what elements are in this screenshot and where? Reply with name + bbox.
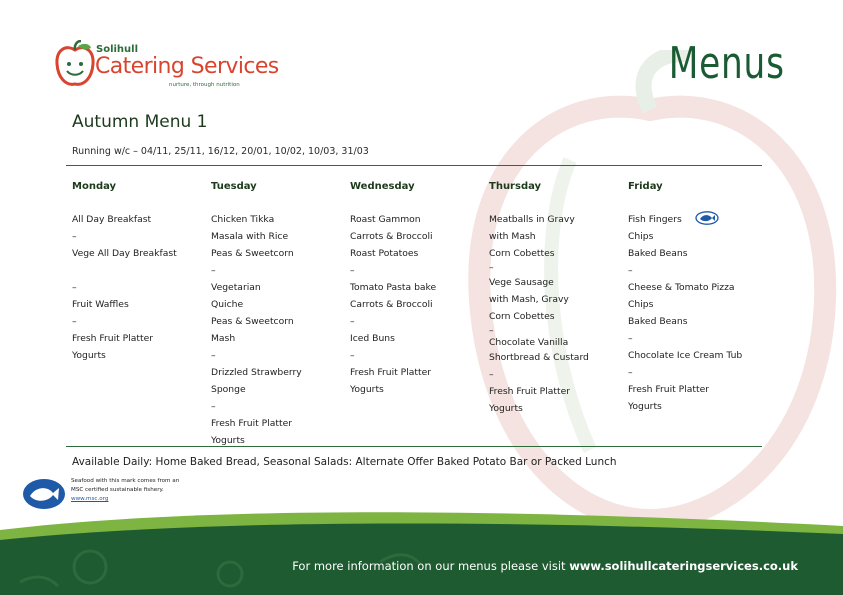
day-heading: Monday [72, 181, 117, 192]
menu-item: – [628, 265, 633, 276]
msc-fish-icon [695, 211, 719, 225]
menu-item: – [350, 265, 355, 276]
menu-item: Vege Sausage [489, 277, 554, 288]
menu-item: – [628, 367, 633, 378]
menu-item: Yogurts [628, 401, 662, 412]
menu-item: Meatballs in Gravy [489, 214, 575, 225]
menu-item: Fresh Fruit Platter [72, 333, 154, 344]
menu-item: Fresh Fruit Platter [489, 386, 571, 397]
menu-item: Yogurts [489, 403, 523, 414]
menu-item: Chocolate Vanilla [489, 337, 569, 348]
menu-item: – [489, 369, 494, 380]
menu-item: Vegetarian [211, 282, 261, 293]
menu-item: Yogurts [350, 384, 384, 395]
footer-message: For more information on our menus please visit [292, 559, 570, 573]
day-heading: Friday [628, 181, 663, 192]
menu-item: Fresh Fruit Platter [211, 418, 293, 429]
menu-item: Peas & Sweetcorn [211, 248, 294, 259]
menu-item: Sponge [211, 384, 246, 395]
menu-item: – [211, 265, 216, 276]
menu-item: Chips [628, 299, 654, 310]
menu-item: Fruit Waffles [72, 299, 129, 310]
menu-item: – [489, 325, 494, 336]
company-logo [54, 40, 279, 92]
menu-item: Chocolate Ice Cream Tub [628, 350, 743, 361]
menu-item: Yogurts [72, 350, 106, 361]
menu-item: Cheese & Tomato Pizza [628, 282, 735, 293]
menu-item: Roast Gammon [350, 214, 421, 225]
day-heading: Wednesday [350, 181, 415, 192]
menus-heading: Menus [668, 38, 785, 89]
menu-title: Autumn Menu 1 [72, 112, 208, 132]
msc-note [71, 477, 181, 504]
top-divider [66, 165, 762, 166]
available-daily: Available Daily: Home Baked Bread, Seasonal Salads: Alternate Offer Baked Potato Bar or Packed Lunch [72, 456, 617, 468]
apple-logo-icon [54, 40, 96, 88]
menu-item: Masala with Rice [211, 231, 289, 242]
menu-item: Drizzled Strawberry [211, 367, 302, 378]
menu-item: – [628, 333, 633, 344]
menu-item: Quiche [211, 299, 244, 310]
bottom-divider [66, 446, 762, 447]
menu-item: Shortbread & Custard [489, 352, 589, 363]
menu-item [72, 262, 210, 279]
day-column-thursday [489, 181, 627, 417]
day-heading: Tuesday [211, 181, 257, 192]
day-column-monday [72, 181, 210, 364]
menu-item: Fish Fingers [628, 214, 682, 225]
menu-item: – [489, 262, 494, 273]
menu-item: – [211, 350, 216, 361]
menu-item: Baked Beans [628, 248, 688, 259]
menu-item: – [72, 231, 77, 242]
menu-item: Peas & Sweetcorn [211, 316, 294, 327]
menu-item: – [211, 401, 216, 412]
msc-link[interactable]: www.msc.org [71, 496, 109, 502]
menu-item: – [350, 316, 355, 327]
menu-item: Iced Buns [350, 333, 395, 344]
menu-item: Yogurts [211, 435, 245, 446]
menu-item: Fresh Fruit Platter [350, 367, 432, 378]
logo-line2: Catering Services [95, 54, 279, 79]
menu-item: Carrots & Broccoli [350, 231, 433, 242]
logo-line1: Solihull [96, 44, 139, 55]
footer-band [0, 512, 843, 595]
menu-item: Vege All Day Breakfast [72, 248, 177, 259]
menu-item: with Mash, Gravy [489, 294, 569, 305]
running-dates: Running w/c – 04/11, 25/11, 16/12, 20/01, 10/02, 10/03, 31/03 [72, 146, 369, 157]
menu-item: Corn Cobettes [489, 248, 555, 259]
logo-tagline: nurture, through nutrition [169, 82, 240, 88]
menu-item: – [72, 316, 77, 327]
day-column-wednesday [350, 181, 488, 398]
menu-item: Mash [211, 333, 236, 344]
menu-item: Fresh Fruit Platter [628, 384, 710, 395]
footer-url-link[interactable]: www.solihullcateringservices.co.uk [569, 559, 798, 573]
menu-item: Corn Cobettes [489, 311, 555, 322]
menu-item: Tomato Pasta bake [350, 282, 437, 293]
day-column-tuesday [211, 181, 349, 449]
menu-item: Chicken Tikka [211, 214, 275, 225]
msc-logo-icon [22, 478, 66, 510]
menu-item: – [72, 282, 77, 293]
menu-item: Chips [628, 231, 654, 242]
menu-item: Baked Beans [628, 316, 688, 327]
menu-item: Carrots & Broccoli [350, 299, 433, 310]
footer-text [292, 559, 798, 573]
menu-item: Roast Potatoes [350, 248, 419, 259]
menu-item: with Mash [489, 231, 536, 242]
day-heading: Thursday [489, 181, 542, 192]
menu-item: All Day Breakfast [72, 214, 152, 225]
menu-item: – [350, 350, 355, 361]
msc-note-text: Seafood with this mark comes from an MSC certified sustainable fishery. [71, 478, 180, 493]
